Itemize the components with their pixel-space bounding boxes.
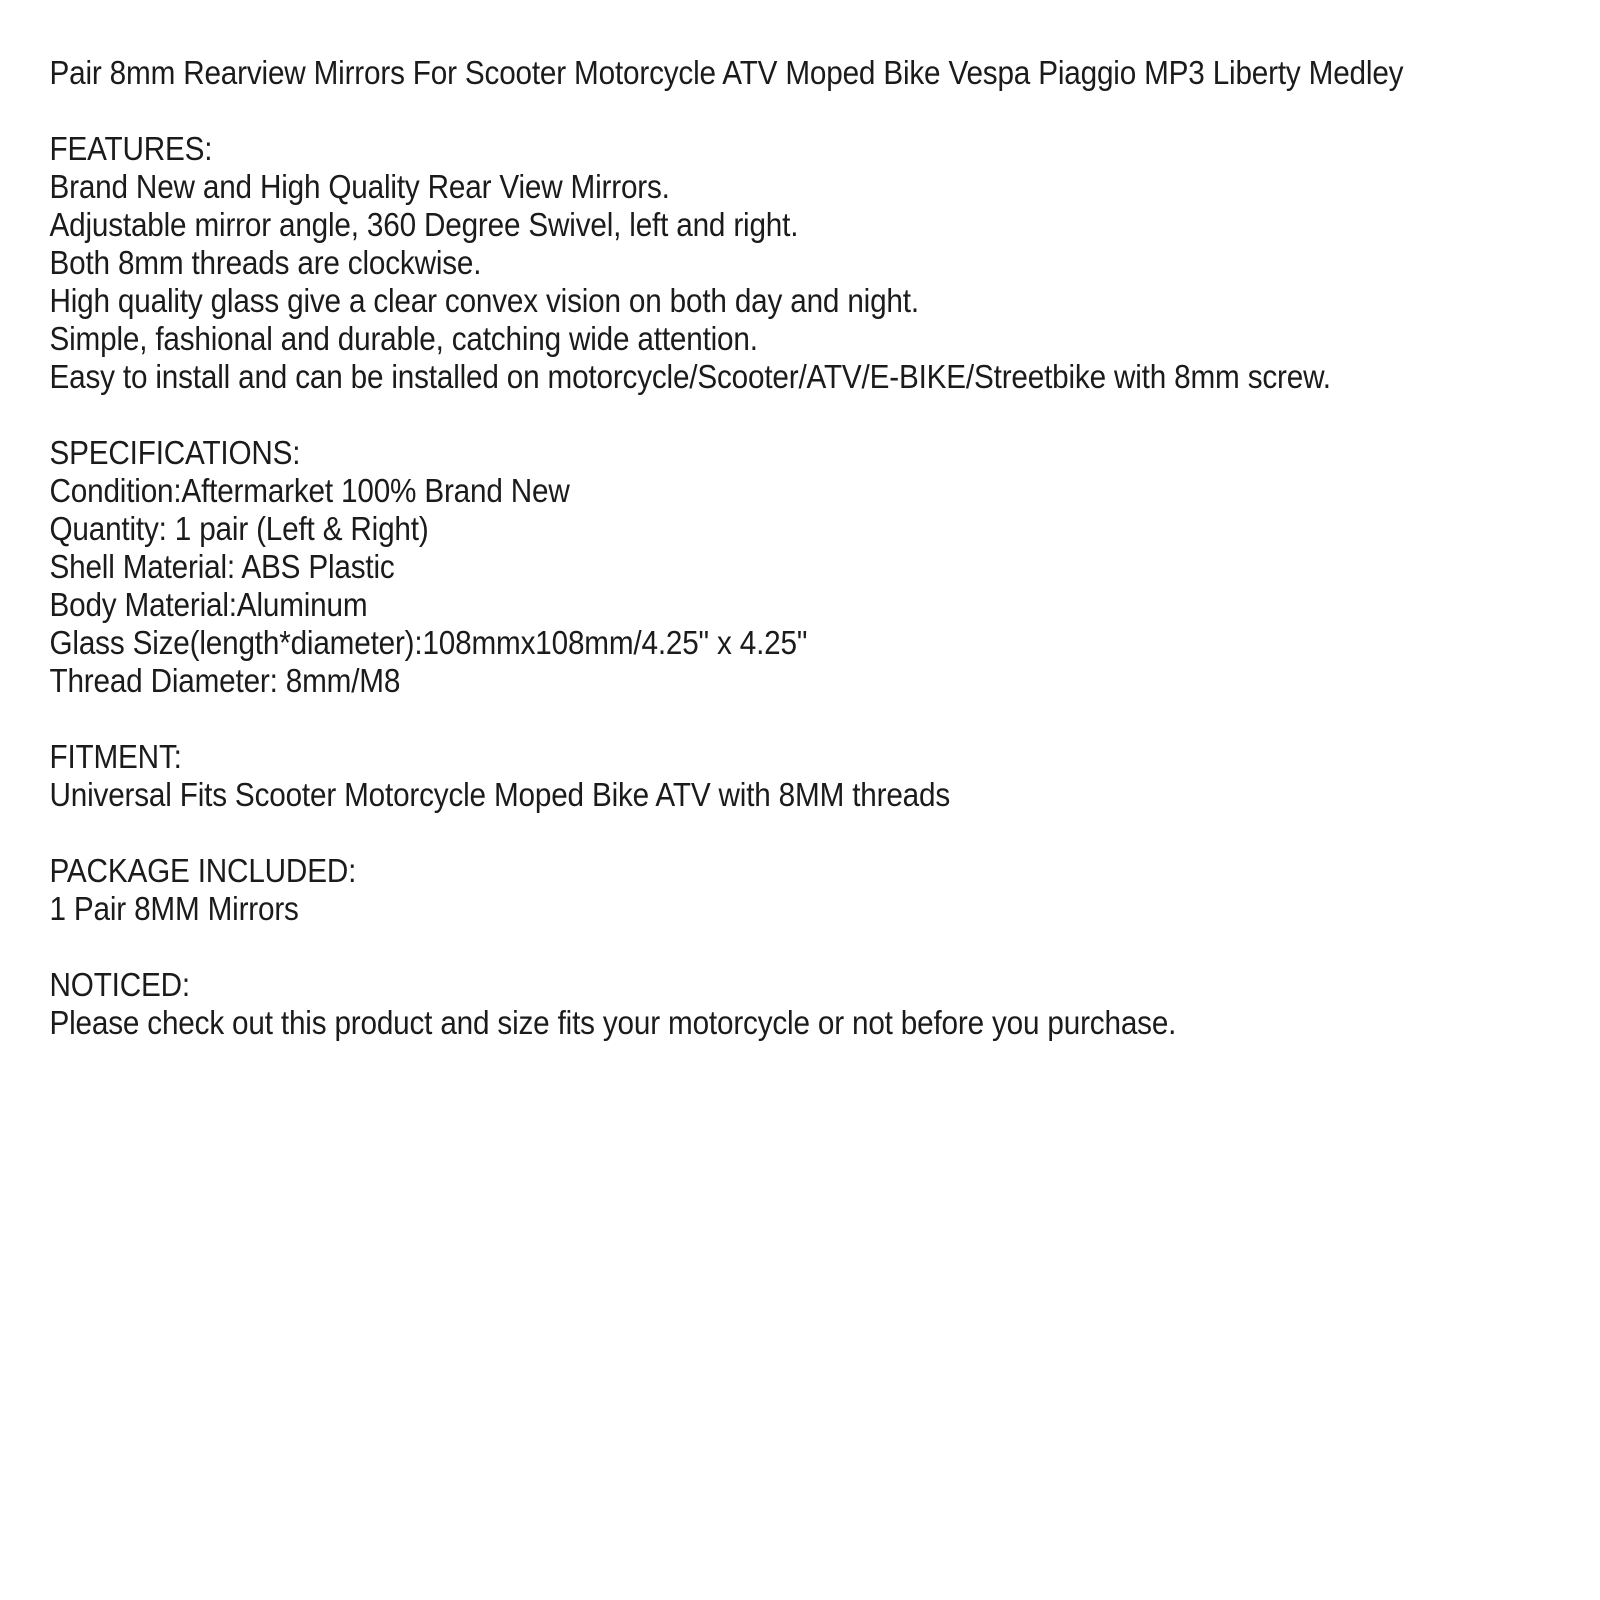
section bbox=[50, 130, 1441, 396]
section-heading: FEATURES: bbox=[49, 130, 213, 167]
description-line: Shell Material: ABS Plastic bbox=[49, 548, 395, 585]
description-line: Both 8mm threads are clockwise. bbox=[49, 244, 482, 281]
description-line: Universal Fits Scooter Motorcycle Moped Bike ATV with 8MM threads bbox=[49, 776, 951, 813]
description-line: Body Material:Aluminum bbox=[49, 586, 368, 623]
description-line: Easy to install and can be installed on motorcycle/Scooter/ATV/E-BIKE/Streetbike with 8mm screw. bbox=[49, 358, 1331, 395]
description-line: High quality glass give a clear convex vision on both day and night. bbox=[49, 282, 919, 319]
description-line: Thread Diameter: 8mm/M8 bbox=[49, 662, 401, 699]
description-line: Adjustable mirror angle, 360 Degree Swivel, left and right. bbox=[49, 206, 799, 243]
section bbox=[50, 434, 1441, 700]
description-line: Quantity: 1 pair (Left & Right) bbox=[49, 510, 429, 547]
description-line: Simple, fashional and durable, catching wide attention. bbox=[49, 320, 758, 357]
section-heading: PACKAGE INCLUDED: bbox=[49, 852, 357, 889]
section bbox=[50, 738, 1441, 814]
section bbox=[50, 966, 1441, 1042]
section-heading: FITMENT: bbox=[49, 738, 182, 775]
description-line: Condition:Aftermarket 100% Brand New bbox=[49, 472, 570, 509]
section-heading: NOTICED: bbox=[49, 966, 190, 1003]
description-line: Brand New and High Quality Rear View Mirrors. bbox=[49, 168, 670, 205]
description-line: Please check out this product and size fits your motorcycle or not before you purchase. bbox=[49, 1004, 1177, 1041]
section bbox=[50, 852, 1441, 928]
sections-container bbox=[50, 130, 1441, 1042]
description-line: Glass Size(length*diameter):108mmx108mm/4.25" x 4.25" bbox=[49, 624, 808, 661]
page-title: Pair 8mm Rearview Mirrors For Scooter Motorcycle ATV Moped Bike Vespa Piaggio MP3 Liberty Medley bbox=[49, 54, 1404, 91]
description-line: 1 Pair 8MM Mirrors bbox=[49, 890, 299, 927]
section-heading: SPECIFICATIONS: bbox=[49, 434, 301, 471]
